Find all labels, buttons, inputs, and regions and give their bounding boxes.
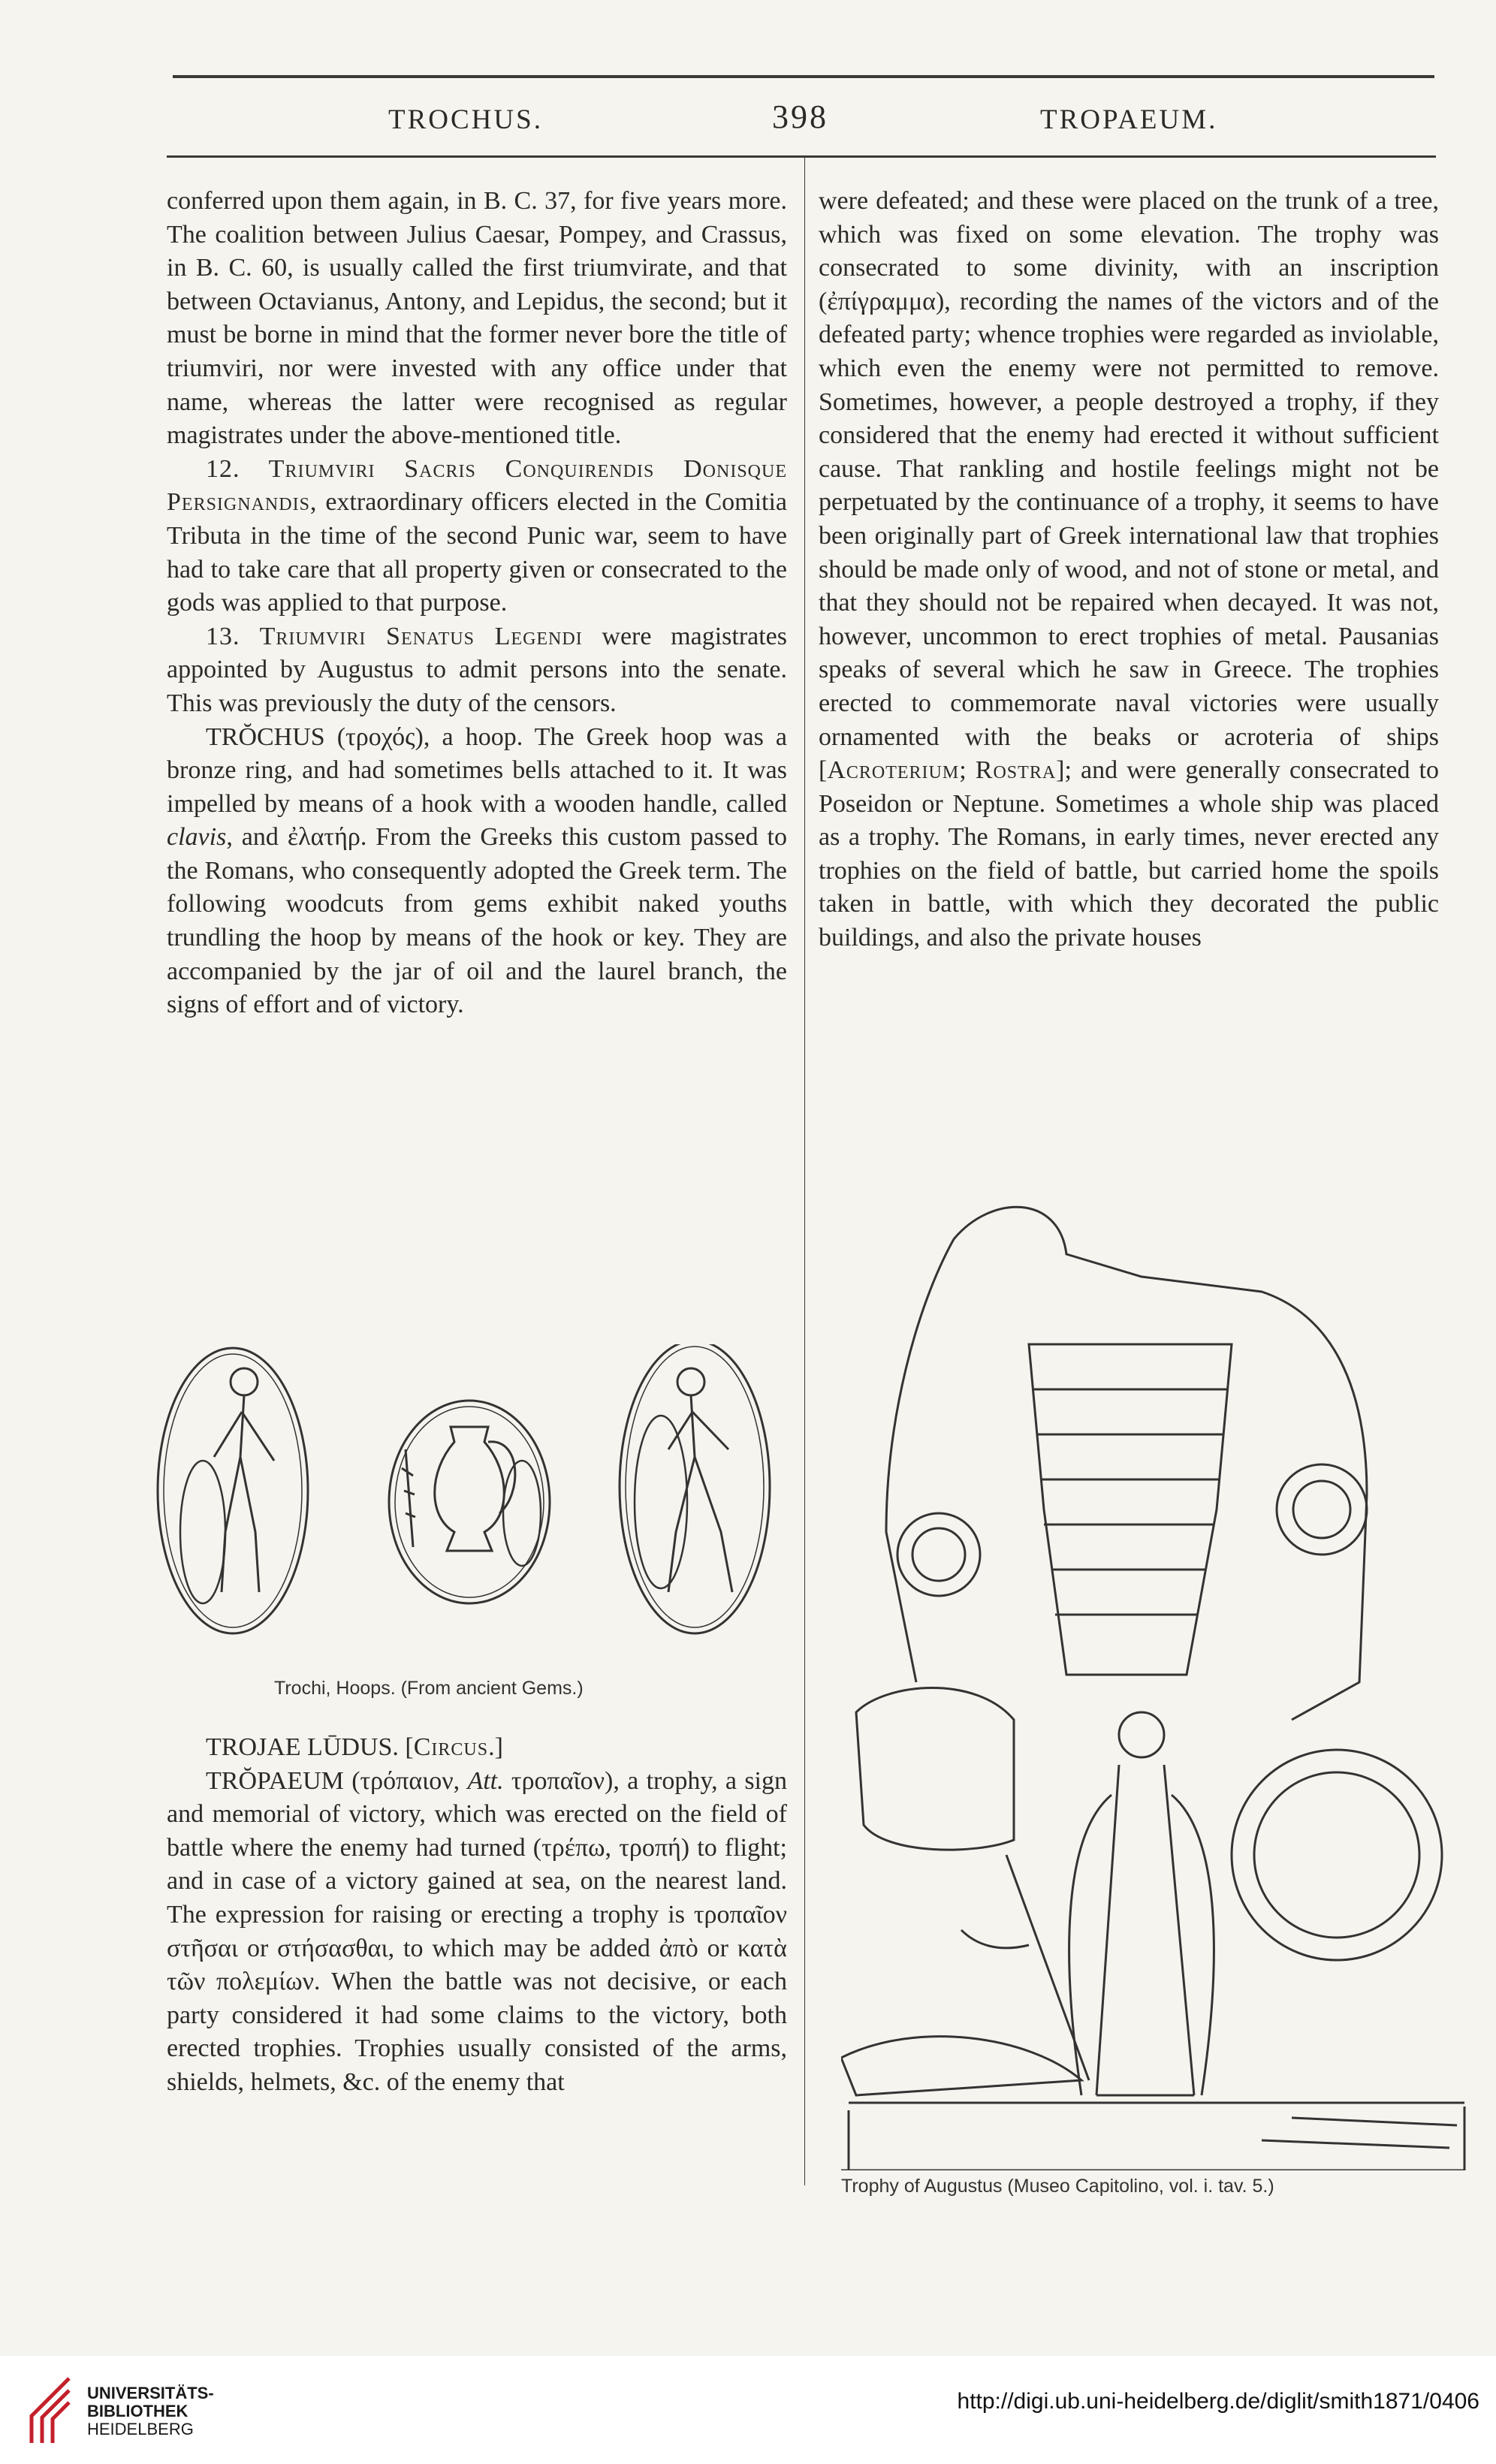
left-column-top [167, 185, 787, 1022]
trophy-figure [841, 1194, 1468, 2170]
entry-body-senatus: were magistrates appointed by Augustus to admit persons into the senate. This was previously the duty of the censors. [167, 622, 788, 717]
library-name-line3: HEIDELBERG [87, 2420, 194, 2438]
hoop-gems-illustration [150, 1344, 789, 1667]
gems-figure [150, 1344, 789, 1667]
gems-caption: Trochi, Hoops. (From ancient Gems.) [274, 1678, 584, 1699]
library-logo-icon [17, 2374, 77, 2446]
paragraph-triumviri-sacris [167, 453, 787, 620]
term-att: Att. [467, 1766, 504, 1795]
trophy-of-augustus-illustration [841, 1194, 1468, 2170]
entry-head-sacris: 12. Triumviri Sacris Conquirendis Donisque Persignandis, [167, 454, 787, 517]
library-footer [0, 2356, 1496, 2464]
paragraph-triumviri-continued: conferred upon them again, in B. C. 37, for five years more. The coalition between Julius Caesar, Pompey, and Crassus, in B. C. 60, is usually called the first triumvirate, and that between Octavianus, Antony, and Lepidus, the second; but it must be borne in mind that the former never bore the title of triumviri, nor were invested with any office under that name, whereas the latter were recognised as regular magistrates under the above-mentioned title. [167, 187, 787, 450]
trophy-caption: Trophy of Augustus (Museo Capitolino, vol. i. tav. 5.) [841, 2176, 1274, 2197]
running-head-left: TROCHUS. [388, 104, 543, 135]
paragraph-triumviri-senatus [167, 620, 787, 721]
term-clavis: clavis [167, 823, 227, 852]
header-rule [167, 155, 1436, 158]
library-name-line2: BIBLIOTHEK [87, 2402, 189, 2420]
paragraph-tropaeum: TRŎPAEUM (τρόπαιον, Att. τροπαῖον), a trophy, a sign and memorial of victory, which was erected on the field of battle where the enemy had turned (τρέπω, τροπή) to flight; and in case of a victory gained at sea, on the nearest land. The expression for raising or erecting a trophy is τροπαῖον στῆσαι or στήσασθαι, to which may be added ἀπὸ or κατὰ τῶν πολεμίων. When the battle was not decisive, or each party considered it had some claims to the victory, both erected trophies. Trophies usually consisted of the arms, shields, helmets, &c. of the enemy that [167, 1766, 787, 2096]
right-column-top [819, 185, 1439, 955]
paragraph-trochus: TRŎCHUS (τροχός), a hoop. The Greek hoop was a bronze ring, and had sometimes bells attached to it. It was impelled by means of a hook with a wooden handle, called clavis, and ἐλατήρ. From the Greeks this custom passed to the Romans, who consequently adopted the Greek term. The following woodcuts from gems exhibit naked youths trundling the hoop by means of the hook or key. They are accompanied by the jar of oil and the laurel branch, the signs of effort and of victory. [167, 722, 787, 1019]
column-divider [804, 158, 805, 2185]
paragraph-tropaeum-continued: were defeated; and these were placed on the trunk of a tree, which was fixed on some elevation. The trophy was consecrated to some divinity, with an inscription (ἐπίγραμμα), recording the names of the victors and of the defeated party; whence trophies were regarded as inviolable, which even the enemy were not permitted to remove. Sometimes, however, a people destroyed a trophy, if they considered that the enemy had erected it without sufficient cause. That rankling and hostile feelings might not be perpetuated by the continuance of a trophy, it seems to have been originally part of Greek international law that trophies should be made only of wood, and not of stone or metal, and that they should not be repaired when decayed. It was not, however, uncommon to erect trophies of metal. Pausanias speaks of several which he saw in Greece. The trophies erected to commemorate naval victories were usually ornamented with the beaks or acroteria of ships [Acroterium; Rostra]; and were generally consecrated to Poseidon or Neptune. Sometimes a whole ship was placed as a trophy. The Romans, in early times, never erected any trophies on the field of battle, but carried home the spoils taken in battle, with which they decorated the public buildings, and also the private houses [819, 187, 1439, 952]
left-column-bottom [167, 1731, 787, 2100]
ref-circus: Circus [413, 1733, 489, 1761]
entry-head-senatus: 13. Triumviri Senatus Legendi [206, 622, 583, 650]
running-head-right: TROPAEUM. [1040, 104, 1218, 135]
library-name [87, 2384, 214, 2438]
top-rule [173, 75, 1434, 78]
source-url-link[interactable]: http://digi.ub.uni-heidelberg.de/diglit/smith1871/0406 [957, 2389, 1479, 2414]
page-number: 398 [772, 98, 828, 135]
ref-acroterium: Acroterium [827, 756, 960, 785]
entry-body-sacris: extraordinary officers elected in the Comitia Tributa in the time of the second Punic war, seem to have had to take care that all property given or consecrated to the gods was applied to that purpose. [167, 488, 787, 617]
library-name-line1: UNIVERSITÄTS- [87, 2384, 214, 2402]
paragraph-trojae-ludus: TROJAE LŪDUS. [Circus.] [206, 1733, 503, 1761]
ref-rostra: Rostra [975, 756, 1057, 785]
